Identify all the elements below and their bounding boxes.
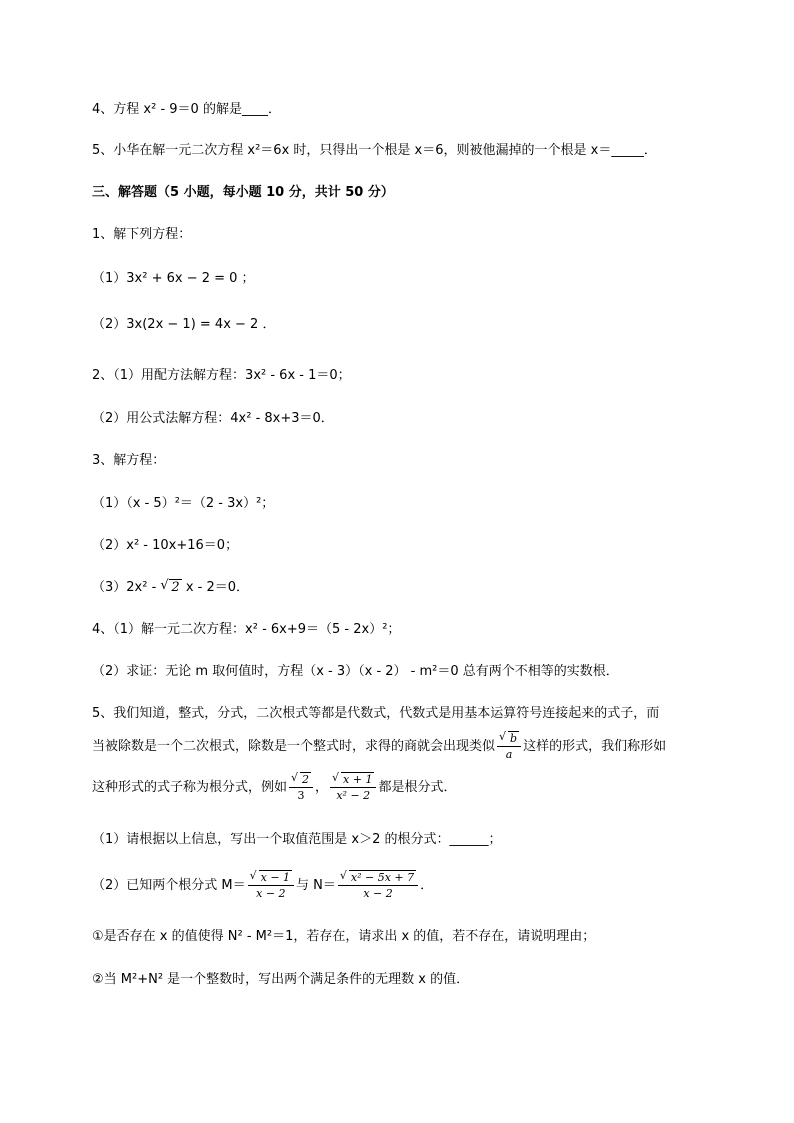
sqrt-symbol [160, 578, 181, 598]
fraction-m [248, 870, 294, 901]
problem-5-subquestion-2: ②当 M²+N² 是一个整数时，写出两个满足条件的无理数 x 的值． [92, 972, 470, 987]
question-5-fill: 5、小华在解一元二次方程 x²＝6x 时，只得出一个根是 x＝6，则被他漏掉的一个根是 x＝_____． [92, 143, 657, 158]
sqrt-symbol [340, 870, 416, 885]
problem-5-question-2-prefix: （2）已知两个根分式 M＝ [92, 878, 246, 893]
sqrt-symbol [250, 870, 292, 885]
problem-3-part-2: （2）x² - 10x+16＝0； [92, 538, 239, 553]
sqrt-symbol [332, 772, 374, 787]
problem-3-title: 3、解方程： [92, 453, 166, 468]
problem-5-question-2 [92, 869, 433, 903]
problem-5-line-2-suffix: 这样的形式，我们称形如 [523, 739, 667, 754]
problem-3-part-3-prefix: （3）2x² - [92, 580, 161, 595]
sqrt-symbol [499, 731, 519, 746]
section-3-title: 三、解答题（5 小题，每小题 10 分，共计 50 分） [92, 185, 394, 200]
fraction-sqrt-b-over-a [497, 731, 521, 762]
problem-3-part-3-suffix: x - 2＝0． [181, 580, 250, 595]
denominator: x − 2 [256, 887, 286, 900]
sqrt-symbol [291, 772, 311, 787]
denominator: x² − 2 [336, 789, 371, 802]
problem-2-part-1: 2、（1）用配方法解方程：3x² - 6x - 1＝0； [92, 368, 351, 383]
problem-5-line-2 [92, 730, 666, 764]
problem-4-part-2: （2）求证：无论 m 取何值时，方程（x - 3）（x - 2） - m²＝0 总有两个不相等的实数根． [92, 664, 619, 679]
fraction-n [338, 870, 418, 901]
denominator: x − 2 [363, 887, 393, 900]
fraction-example-1 [289, 772, 313, 803]
radicand: x − 1 [260, 871, 291, 884]
problem-5-question-2-suffix: ． [420, 878, 434, 893]
question-4-fill: 4、方程 x² - 9＝0 的解是____． [92, 102, 281, 117]
problem-5-question-2-mid: 与 N＝ [296, 878, 336, 893]
problem-5-line-1: 5、我们知道，整式，分式，二次根式等都是代数式，代数式是用基本运算符号连接起来的式子，而 [92, 706, 660, 721]
problem-1-part-2: （2）3x(2x − 1) = 4x − 2 ． [92, 317, 276, 332]
denominator: 3 [297, 789, 305, 802]
problem-1-title: 1、解下列方程： [92, 227, 192, 242]
problem-4-part-1: 4、（1）解一元二次方程：x² - 6x+9＝（5 - 2x）²； [92, 622, 401, 637]
problem-5-subquestion-1: ①是否存在 x 的值使得 N² - M²＝1，若存在，请求出 x 的值，若不存在，请说明理由； [92, 929, 596, 944]
problem-5-line-2-prefix: 当被除数是一个二次根式，除数是一个整式时，求得的商就会出现类似 [92, 739, 496, 754]
problem-5-line-3 [92, 771, 456, 805]
problem-5-line-3-suffix: 都是根分式． [378, 780, 457, 795]
radicand: 2 [171, 580, 180, 595]
problem-3-part-3 [92, 578, 249, 598]
separator: ， [315, 780, 329, 795]
denominator: a [505, 748, 513, 761]
problem-5-question-1: （1）请根据以上信息，写出一个取值范围是 x＞2 的根分式：______； [92, 832, 502, 847]
problem-1-part-1: （1）3x² + 6x − 2 = 0 ； [92, 271, 255, 286]
problem-2-part-2: （2）用公式法解方程：4x² - 8x+3＝0． [92, 411, 334, 426]
radicand: 2 [302, 773, 310, 786]
radicand: x² − 5x + 7 [350, 871, 415, 884]
radicand: b [510, 732, 518, 745]
problem-3-part-1: （1）（x - 5）²＝（2 - 3x）²； [92, 496, 275, 511]
fraction-example-2 [330, 772, 376, 803]
radicand: x + 1 [343, 773, 373, 786]
problem-5-line-3-prefix: 这种形式的式子称为根分式，例如 [92, 780, 288, 795]
